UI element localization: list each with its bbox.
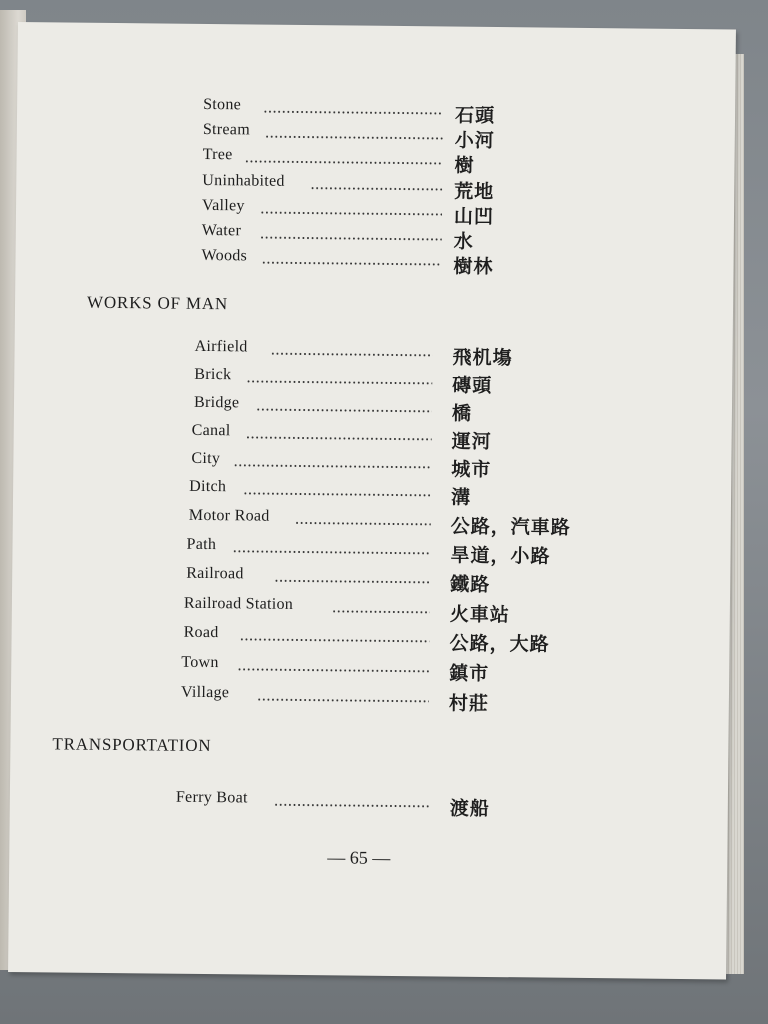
leader-dots (257, 699, 429, 703)
leader-dots (274, 580, 430, 584)
leader-dots (245, 160, 443, 164)
section-heading-transportation: TRANSPORTATION (52, 734, 212, 756)
leader-dots (310, 187, 442, 190)
leader-dots (265, 136, 443, 140)
entry-chinese: 樹林 (453, 255, 494, 278)
entry-english: Motor Road (188, 506, 270, 525)
entry-english: Airfield (194, 337, 248, 356)
entry-chinese: 溝 (450, 486, 472, 509)
entry-english: Water (201, 221, 242, 240)
entry-chinese: 磚頭 (452, 374, 493, 397)
entry-chinese: 飛机塲 (452, 346, 513, 370)
entry-english: Bridge (193, 393, 240, 412)
entry-english: Valley (202, 196, 245, 215)
entry-english: Railroad Station (183, 594, 294, 613)
entry-english: Tree (202, 145, 233, 164)
entry-chinese: 水 (453, 230, 474, 253)
leader-dots (233, 464, 431, 468)
entry-chinese: 村莊 (448, 692, 490, 715)
entry-chinese: 橋 (451, 402, 473, 425)
entry-english: Stream (202, 120, 251, 139)
entry-english: Railroad (186, 564, 244, 583)
leader-dots (274, 804, 430, 808)
entry-chinese: 鐵路 (450, 573, 491, 596)
entry-chinese: 運河 (451, 430, 492, 453)
entry-chinese: 荒地 (454, 180, 495, 203)
leader-dots (271, 353, 433, 357)
leader-dots (232, 550, 430, 554)
entry-chinese: 小河 (454, 129, 495, 152)
leader-dots (246, 436, 432, 440)
entry-english: Woods (201, 246, 248, 265)
section-heading-works-of-man: WORKS OF MAN (86, 292, 229, 314)
entry-english: Town (181, 653, 219, 672)
entry-chinese: 公路，大路 (449, 632, 550, 656)
entry-chinese: 火車站 (449, 603, 510, 627)
leader-dots (246, 380, 432, 384)
entry-chinese: 樹 (454, 154, 475, 177)
entry-english: Ferry Boat (175, 788, 248, 807)
entry-english: City (191, 449, 221, 468)
entry-english: Uninhabited (202, 171, 285, 190)
entry-english: Brick (194, 365, 232, 384)
entry-chinese: 石頭 (454, 104, 496, 128)
entry-english: Road (183, 623, 219, 642)
leader-dots (263, 111, 443, 115)
leader-dots (261, 262, 441, 266)
leader-dots (237, 668, 429, 672)
leader-dots (295, 522, 431, 525)
entry-chinese: 公路，汽車路 (450, 515, 571, 539)
entry-chinese: 城市 (451, 458, 492, 481)
entry-english: Canal (191, 421, 231, 440)
entry-english: Ditch (189, 477, 227, 496)
entry-english: Village (180, 683, 230, 702)
entry-chinese: 渡船 (449, 797, 490, 820)
leader-dots (260, 237, 442, 241)
leader-dots (260, 212, 442, 216)
entry-chinese: 旱道，小路 (450, 544, 551, 568)
entry-english: Stone (203, 95, 242, 114)
entry-chinese: 山凹 (453, 205, 495, 228)
book-page (8, 22, 736, 979)
leader-dots (243, 492, 431, 496)
entry-english: Path (186, 535, 217, 554)
entry-chinese: 鎮市 (449, 662, 490, 685)
leader-dots (240, 638, 430, 642)
leader-dots (256, 409, 432, 413)
page-number: — 65 — (327, 847, 391, 868)
leader-dots (332, 610, 430, 613)
